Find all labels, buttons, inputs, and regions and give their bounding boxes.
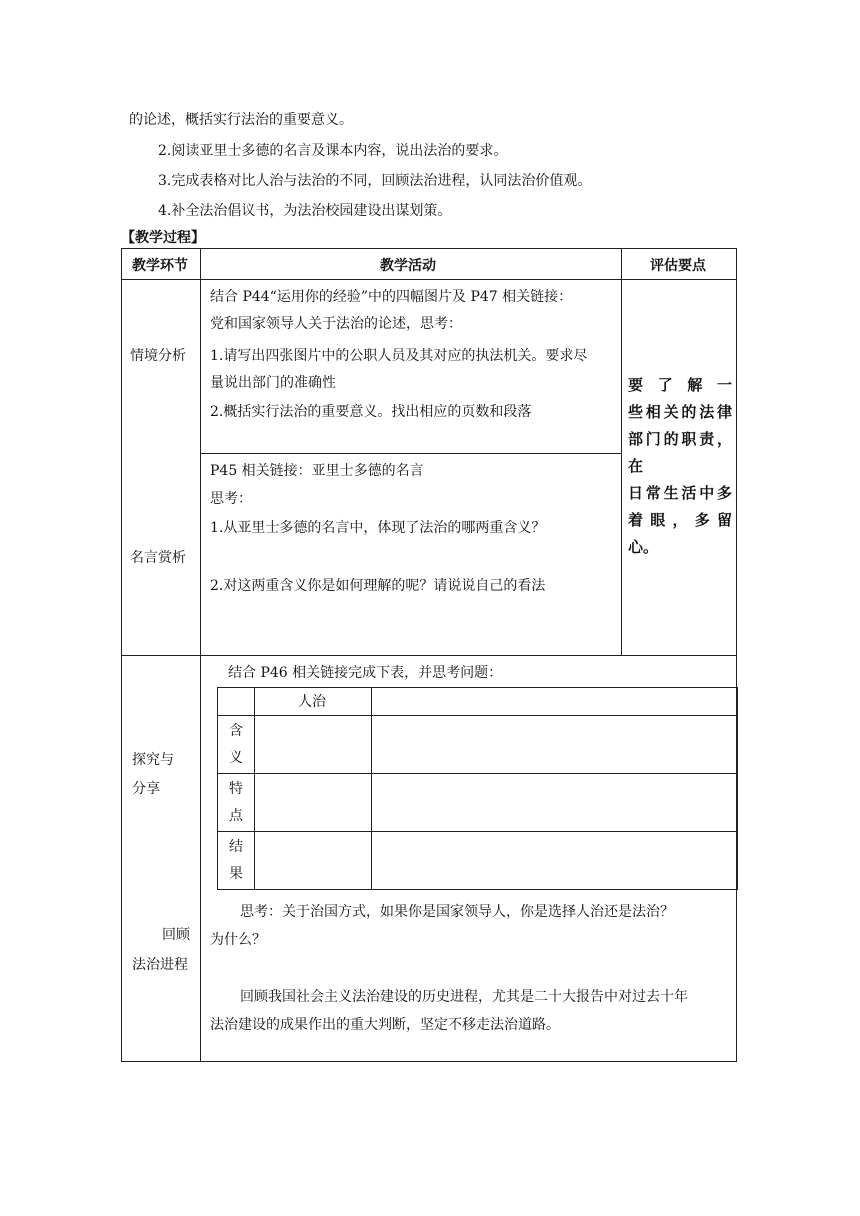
section-title: 【教学过程】: [121, 230, 205, 246]
intro-line-1: 的论述，概括实行法治的重要意义。: [129, 112, 353, 128]
activity-quote-line-2: 思考：: [210, 491, 252, 507]
review-think-line-2: 为什么？: [210, 932, 266, 948]
activity-scenario-line-5: 2.概括实行法治的重要意义。找出相应的页数和段落: [210, 404, 532, 420]
activity-scenario-line-4: 量说出部门的准确性: [210, 375, 336, 391]
explore-intro: 结合 P46 相关链接完成下表，并思考问题：: [228, 665, 503, 681]
intro-line-2: 2.阅读亚里士多德的名言及课本内容，说出法治的要求。: [158, 143, 508, 159]
intro-line-4: 4.补全法治倡议书，为法治校园建设出谋划策。: [158, 203, 452, 219]
activity-scenario-line-1: 结合 P44“运用你的经验”中的四幅图片及 P47 相关链接：: [210, 289, 573, 305]
intro-line-3: 3.完成表格对比人治与法治的不同，回顾法治进程，认同法治价值观。: [158, 173, 592, 189]
evaluation-line-4: 日常生活中多: [628, 484, 732, 502]
stage-quote-appreciation: 名言赏析: [130, 550, 186, 566]
evaluation-line-2: 些相关的法律: [628, 403, 732, 421]
activity-quote-line-4: 2.对这两重含义你是如何理解的呢？请说说自己的看法: [210, 578, 546, 594]
evaluation-note: [628, 372, 732, 561]
stage-explore-line-1: 探究与: [132, 752, 174, 768]
activity-scenario-line-2: 党和国家领导人关于法治的论述，思考：: [210, 316, 462, 332]
evaluation-line-5: 着眼，多留心。: [628, 511, 732, 556]
stage-review-line-1: 回顾: [162, 927, 190, 943]
review-think-line-1: 思考：关于治国方式，如果你是国家领导人，你是选择人治还是法治？: [240, 904, 674, 920]
header-evaluation: 评估要点: [650, 258, 706, 274]
evaluation-line-1: 要了解一: [628, 376, 732, 394]
activity-quote-line-3: 1.从亚里士多德的名言中，体现了法治的哪两重含义？: [210, 520, 546, 536]
stage-review-line-2: 法治进程: [132, 957, 188, 973]
header-activity: 教学活动: [380, 258, 436, 274]
header-stage: 教学环节: [132, 258, 188, 274]
evaluation-line-3: 部门的职责，在: [628, 430, 732, 475]
review-history-line-1: 回顾我国社会主义法治建设的历史进程，尤其是二十大报告中对过去十年: [240, 989, 688, 1005]
stage-explore-line-2: 分享: [132, 781, 160, 797]
comparison-header-rule-of-man: 人治: [298, 694, 326, 710]
stage-scenario-analysis: 情境分析: [130, 348, 186, 364]
activity-scenario-line-3: 1.请写出四张图片中的公职人员及其对应的执法机关。要求尽: [210, 348, 588, 364]
teaching-process-table: [121, 248, 737, 1062]
row-label-results: 结 果: [229, 839, 243, 882]
comparison-table: [217, 687, 738, 890]
review-history-line-2: 法治建设的成果作出的重大判断，坚定不移走法治道路。: [210, 1017, 560, 1033]
row-label-meaning: 含 义: [229, 723, 243, 766]
activity-quote-line-1: P45 相关链接：亚里士多德的名言: [210, 463, 424, 479]
row-label-features: 特 点: [229, 781, 243, 824]
